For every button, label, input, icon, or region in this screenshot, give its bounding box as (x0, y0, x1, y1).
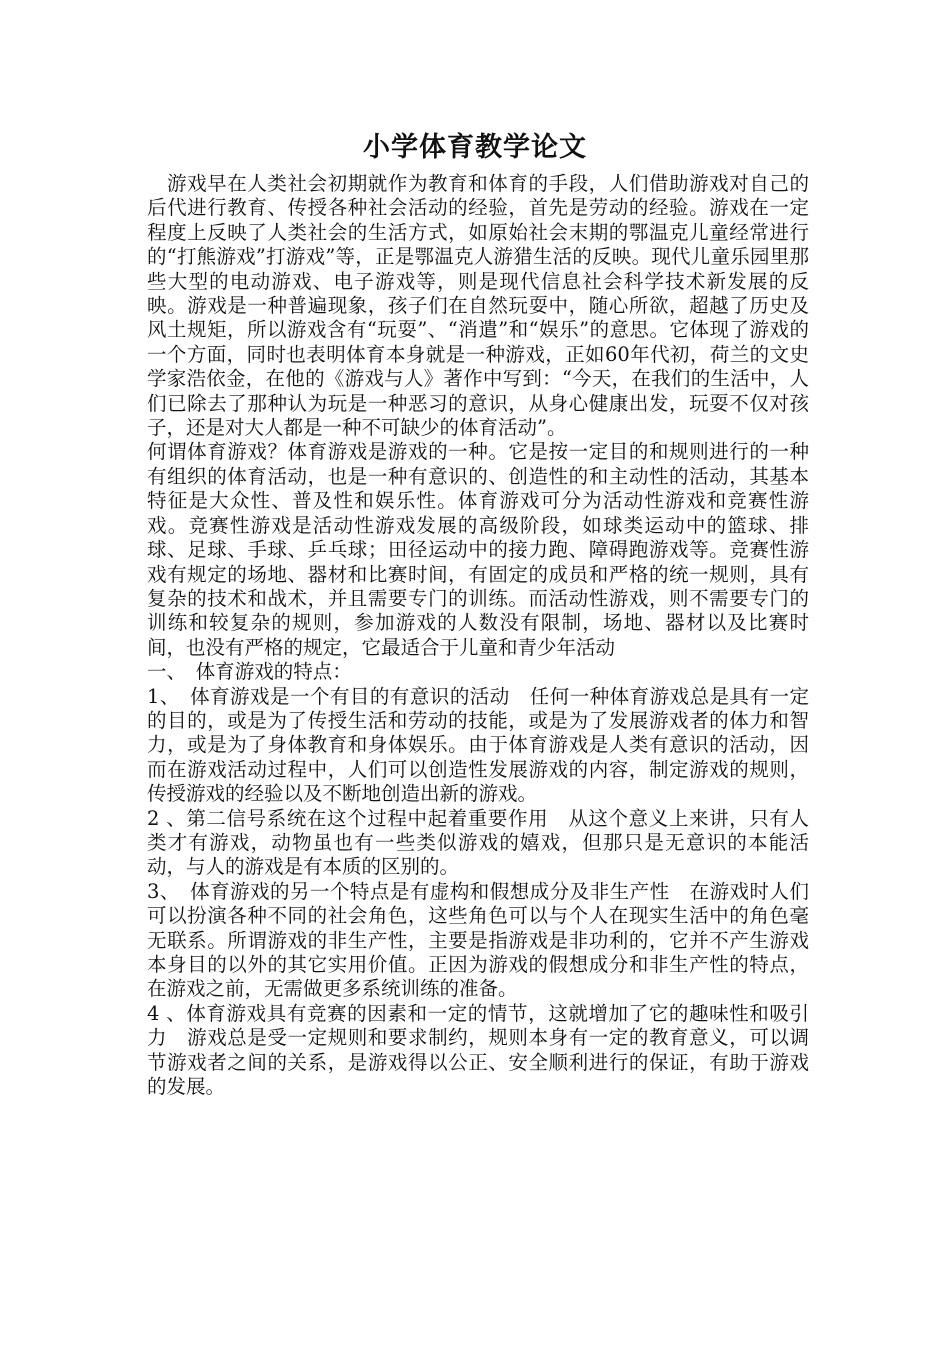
paragraph-definition: 何谓体育游戏？体育游戏是游戏的一种。它是按一定目的和规则进行的一种有组织的体育活动，也是一种有意识的、创造性的和主动性的活动，其基本特征是大众性、普及性和娱乐性。体育游戏可分为活动性游戏和竞赛性游戏。竞赛性游戏是活动性游戏发展的高级阶段，如球类运动中的篮球、排球、足球、手球、乒乓球；田径运动中的接力跑、障碍跑游戏等。竞赛性游戏有规定的场地、器材和比赛时间，有固定的成员和严格的统一规则，具有复杂的技术和战术，并且需要专门的训练。而活动性游戏，则不需要专门的训练和较复杂的规则，参加游戏的人数没有限制，场地、器材以及比赛时间，也没有严格的规定，它最适合于儿童和青少年活动 (147, 440, 809, 659)
paragraph-feature-3: 3、 体育游戏的另一个特点是有虚构和假想成分及非生产性 在游戏时人们可以扮演各种不同的社会角色，这些角色可以与个人在现实生活中的角色毫无联系。所谓游戏的非生产性，主要是指游戏是非功利的，它并不产生游戏本身目的以外的其它实用价值。正因为游戏的假想成分和非生产性的特点，在游戏之前，无需做更多系统训练的准备。 (147, 879, 809, 1001)
paragraph-feature-1: 1、 体育游戏是一个有目的有意识的活动 任何一种体育游戏总是具有一定的目的，或是为了传授生活和劳动的技能，或是为了发展游戏者的体力和智力，或是为了身体教育和身体娱乐。由于体育游戏是人类有意识的活动，因而在游戏活动过程中，人们可以创造性发展游戏的内容，制定游戏的规则，传授游戏的经验以及不断地创造出新的游戏。 (147, 684, 809, 806)
document-title: 小学体育教学论文 (363, 132, 587, 163)
paragraph-feature-2: 2 、第二信号系统在这个过程中起着重要作用 从这个意义上来讲，只有人类才有游戏，动物虽也有一些类似游戏的嬉戏，但那只是无意识的本能活动，与人的游戏是有本质的区别的。 (147, 806, 809, 879)
document-body (147, 172, 809, 1099)
paragraph-intro: 游戏早在人类社会初期就作为教育和体育的手段，人们借助游戏对自己的后代进行教育、传授各种社会活动的经验，首先是劳动的经验。游戏在一定程度上反映了人类社会的生活方式，如原始社会末期的鄂温克儿童经常进行的“打熊游戏”打游戏”等，正是鄂温克人游猎生活的反映。现代儿童乐园里那些大型的电动游戏、电子游戏等，则是现代信息社会科学技术新发展的反映。游戏是一种普遍现象，孩子们在自然玩耍中，随心所欲，超越了历史及风土规矩，所以游戏含有“玩耍”、“消遣”和“娱乐”的意思。它体现了游戏的一个方面，同时也表明体育本身就是一种游戏，正如60年代初，荷兰的文史学家浩依金，在他的《游戏与人》著作中写到：“今天，在我们的生活中，人们已除去了那种认为玩是一种恶习的意识，从身心健康出发，玩耍不仅对孩子，还是对大人都是一种不可缺少的体育活动”。 (147, 172, 809, 440)
section-heading-features: 一、 体育游戏的特点： (147, 660, 352, 684)
paragraph-feature-4: 4 、体育游戏具有竞赛的因素和一定的情节，这就增加了它的趣味性和吸引力 游戏总是受一定规则和要求制约，规则本身有一定的教育意义，可以调节游戏者之间的关系，是游戏得以公正、安全顺利进行的保证，有助于游戏的发展。 (147, 1001, 809, 1099)
